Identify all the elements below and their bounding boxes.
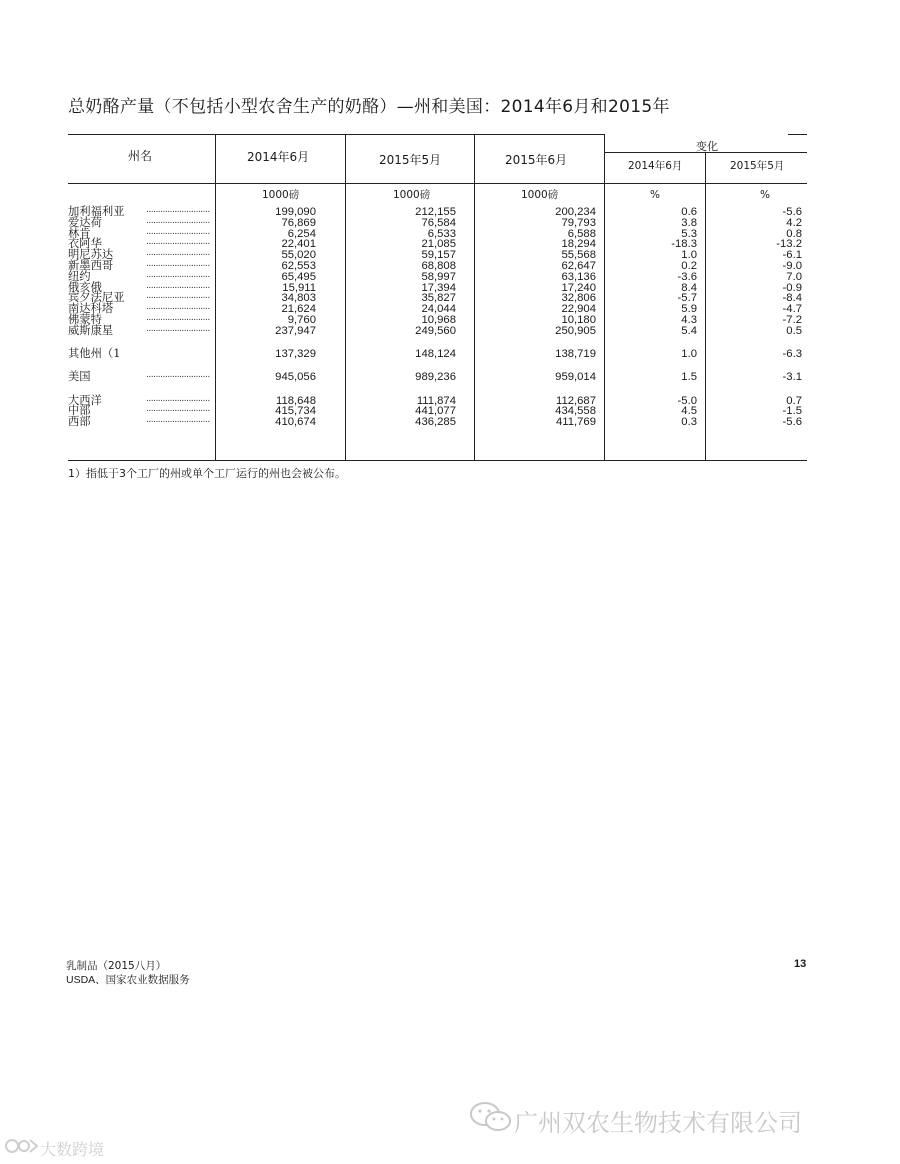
value-may2015: 17,394 (421, 281, 456, 294)
state-name: 美国 (68, 370, 91, 384)
header-chg-jun2014: 2014年6月 (628, 160, 683, 172)
leader-dots: ........................... (146, 404, 210, 415)
value-jun2014: 6,254 (287, 227, 316, 240)
value-jun2015: 63,136 (561, 270, 596, 283)
leader-dots: ........................... (146, 370, 210, 381)
state-name: 南达科塔 (68, 302, 114, 316)
value-jun2015: 22,904 (561, 303, 596, 316)
value-jun2015: 32,806 (561, 292, 596, 305)
value-chg-jun2014: -18.3 (671, 238, 697, 251)
value-jun2015: 10,180 (561, 313, 596, 326)
page-title: 总奶酪产量（不包括小型农舍生产的奶酪）—州和美国：2014年6月和2015年 (68, 97, 670, 117)
region-name: 西部 (68, 415, 91, 429)
region-name: 大西洋 (68, 393, 102, 407)
header-may2015: 2015年5月 (379, 153, 442, 167)
state-name: 新墨西哥 (68, 258, 114, 272)
state-name: 加利福利亚 (68, 205, 125, 218)
value-chg-may2015: -4.7 (782, 303, 802, 316)
table-bottom-rule (68, 460, 807, 461)
unit-chg-jun2014: % (650, 189, 660, 201)
value-jun2015: 79,793 (561, 216, 596, 229)
table-row (68, 323, 808, 337)
value-chg-jun2014: -5.7 (677, 292, 697, 305)
value-jun2014: 410,674 (275, 416, 316, 429)
value-chg-jun2014: 0.6 (681, 206, 697, 218)
watermark-company (468, 1100, 802, 1140)
value-chg-may2015: 0.8 (786, 227, 802, 240)
value-chg-may2015: 7.0 (786, 270, 802, 283)
value-chg-jun2014: 8.4 (681, 281, 697, 294)
leader-dots: ........................... (146, 205, 210, 215)
value-jun2014: 118,648 (276, 394, 316, 407)
value-may2015: 68,808 (421, 259, 456, 272)
value-jun2014: 55,020 (281, 249, 316, 262)
table-row-other-states (68, 349, 808, 360)
header-jun2015: 2015年6月 (505, 153, 568, 167)
header-chg-may2015: 2015年5月 (730, 160, 785, 172)
value-may2015: 212,155 (415, 206, 456, 218)
value-chg-may2015: -3.1 (782, 371, 802, 384)
value-jun2014: 65,495 (281, 270, 316, 283)
value-may2015: 249,560 (415, 324, 456, 337)
value-jun2015: 411,769 (556, 416, 596, 429)
leader-dots: ........................... (146, 237, 210, 248)
value-jun2015: 959,014 (555, 371, 596, 384)
value-jun2014: 9,760 (287, 313, 316, 326)
value-jun2015: 138,719 (555, 348, 596, 361)
value-may2015: 21,085 (421, 238, 456, 251)
leader-dots: ........................... (146, 280, 210, 291)
value-may2015: 10,968 (421, 313, 456, 326)
leader-dots: ........................... (146, 269, 210, 280)
region-name: 中部 (68, 404, 91, 418)
value-jun2015: 18,294 (561, 238, 596, 251)
leader-dots: ........................... (146, 323, 210, 334)
table-row-region (68, 417, 808, 428)
header-state: 州名 (128, 149, 153, 163)
value-chg-jun2014: 1.5 (681, 371, 697, 384)
state-name: 威斯康星 (68, 323, 114, 337)
footnote: 1）指低于3个工厂的州或单个工厂运行的州也会被公布。 (68, 467, 346, 480)
value-chg-jun2014: -5.0 (677, 394, 697, 407)
value-chg-jun2014: 4.5 (681, 405, 697, 418)
value-chg-may2015: -1.5 (782, 405, 802, 418)
value-may2015: 148,124 (415, 348, 456, 361)
change-top-rule-right (788, 134, 807, 135)
header-change: 变化 (696, 140, 718, 153)
leader-dots: ........................... (146, 215, 210, 226)
leader-dots: ........................... (146, 248, 210, 259)
watermark-brand-text: 大数跨境 (40, 1139, 105, 1159)
value-may2015: 58,997 (421, 270, 456, 283)
value-chg-jun2014: 0.3 (681, 416, 697, 429)
unit-chg-may2015: % (760, 189, 770, 201)
leader-dots: ........................... (146, 393, 210, 404)
header-jun2014: 2014年6月 (247, 150, 310, 164)
value-chg-jun2014: 3.8 (681, 216, 697, 229)
value-jun2015: 55,568 (561, 249, 596, 262)
leader-dots: ........................... (146, 415, 210, 426)
state-name: 明尼苏达 (68, 248, 114, 262)
value-may2015: 111,874 (416, 394, 456, 407)
value-chg-may2015: -6.3 (782, 348, 802, 361)
leader-dots: ........................... (146, 291, 210, 302)
value-jun2014: 199,090 (275, 206, 316, 218)
unit-jun2014: 1000磅 (262, 189, 300, 201)
table-top-rule (68, 134, 604, 135)
state-name: 爱达荷 (68, 215, 102, 229)
page-number: 13 (794, 958, 807, 970)
value-chg-jun2014: 1.0 (681, 249, 697, 262)
header-bottom-rule (68, 183, 807, 184)
value-chg-may2015: -9.0 (782, 259, 802, 272)
state-name: 衣阿华 (68, 237, 102, 251)
value-may2015: 35,827 (421, 292, 456, 305)
value-chg-may2015: -13.2 (776, 238, 802, 251)
value-jun2014: 76,869 (281, 216, 316, 229)
unit-may2015: 1000磅 (393, 189, 431, 201)
footer-organization: USDA、国家农业数据服务 (66, 974, 190, 986)
value-chg-jun2014: 0.2 (681, 259, 697, 272)
value-jun2015: 434,558 (555, 405, 596, 418)
brand-logo-icon (4, 1136, 40, 1160)
leader-dots: ........................... (146, 226, 210, 237)
footer-publication: 乳制品（2015八月） (66, 960, 167, 972)
value-chg-jun2014: 5.3 (681, 227, 697, 240)
value-jun2014: 15,911 (282, 281, 316, 294)
leader-dots: ........................... (146, 258, 210, 269)
value-chg-may2015: 0.5 (786, 324, 802, 337)
value-jun2014: 21,624 (281, 303, 316, 316)
value-chg-may2015: -7.2 (782, 313, 802, 326)
state-name: 俄亥俄 (68, 280, 102, 294)
table-body (68, 207, 808, 428)
value-chg-may2015: 4.2 (786, 216, 802, 229)
value-may2015: 441,077 (415, 405, 456, 418)
value-may2015: 59,157 (421, 249, 456, 262)
value-jun2014: 415,734 (275, 405, 316, 418)
state-name: 宾夕法尼亚 (68, 291, 125, 305)
value-chg-may2015: -5.6 (782, 416, 802, 429)
value-jun2015: 112,687 (556, 394, 596, 407)
leader-dots: ........................... (146, 312, 210, 323)
value-jun2014: 62,553 (281, 259, 316, 272)
value-jun2014: 34,803 (281, 292, 316, 305)
watermark-company-text: 广州双农生物技术有限公司 (514, 1108, 802, 1137)
value-chg-jun2014: 5.9 (681, 303, 697, 316)
value-chg-jun2014: 5.4 (681, 324, 697, 337)
value-jun2014: 22,401 (281, 238, 316, 251)
leader-dots: ........................... (146, 302, 210, 313)
value-jun2014: 945,056 (275, 371, 316, 384)
watermark-brand (4, 1136, 104, 1160)
table-row-us-total (68, 372, 808, 383)
value-jun2014: 137,329 (275, 348, 316, 361)
value-jun2015: 6,588 (567, 227, 596, 240)
value-chg-may2015: -8.4 (782, 292, 802, 305)
value-jun2015: 200,234 (555, 206, 596, 218)
state-name: 纽约 (68, 269, 91, 283)
value-chg-may2015: -5.6 (782, 206, 802, 218)
value-jun2015: 62,647 (561, 259, 596, 272)
state-name: 佛蒙特 (68, 312, 102, 326)
state-name: 其他州（1 (68, 347, 121, 361)
value-jun2015: 17,240 (561, 281, 596, 294)
wechat-icon (468, 1100, 514, 1140)
value-jun2015: 250,905 (555, 324, 596, 337)
value-may2015: 76,584 (421, 216, 456, 229)
value-chg-may2015: -6.1 (782, 249, 802, 262)
value-jun2014: 237,947 (275, 324, 316, 337)
unit-jun2015: 1000磅 (521, 189, 559, 201)
value-chg-may2015: -0.9 (782, 281, 802, 294)
value-may2015: 24,044 (421, 303, 456, 316)
state-name: 林肯 (68, 226, 91, 240)
value-may2015: 989,236 (415, 371, 456, 384)
value-may2015: 6,533 (427, 227, 456, 240)
value-chg-jun2014: 1.0 (681, 348, 697, 361)
value-chg-jun2014: -3.6 (677, 270, 697, 283)
value-chg-jun2014: 4.3 (681, 313, 697, 326)
value-chg-may2015: 0.7 (786, 394, 802, 407)
value-may2015: 436,285 (415, 416, 456, 429)
